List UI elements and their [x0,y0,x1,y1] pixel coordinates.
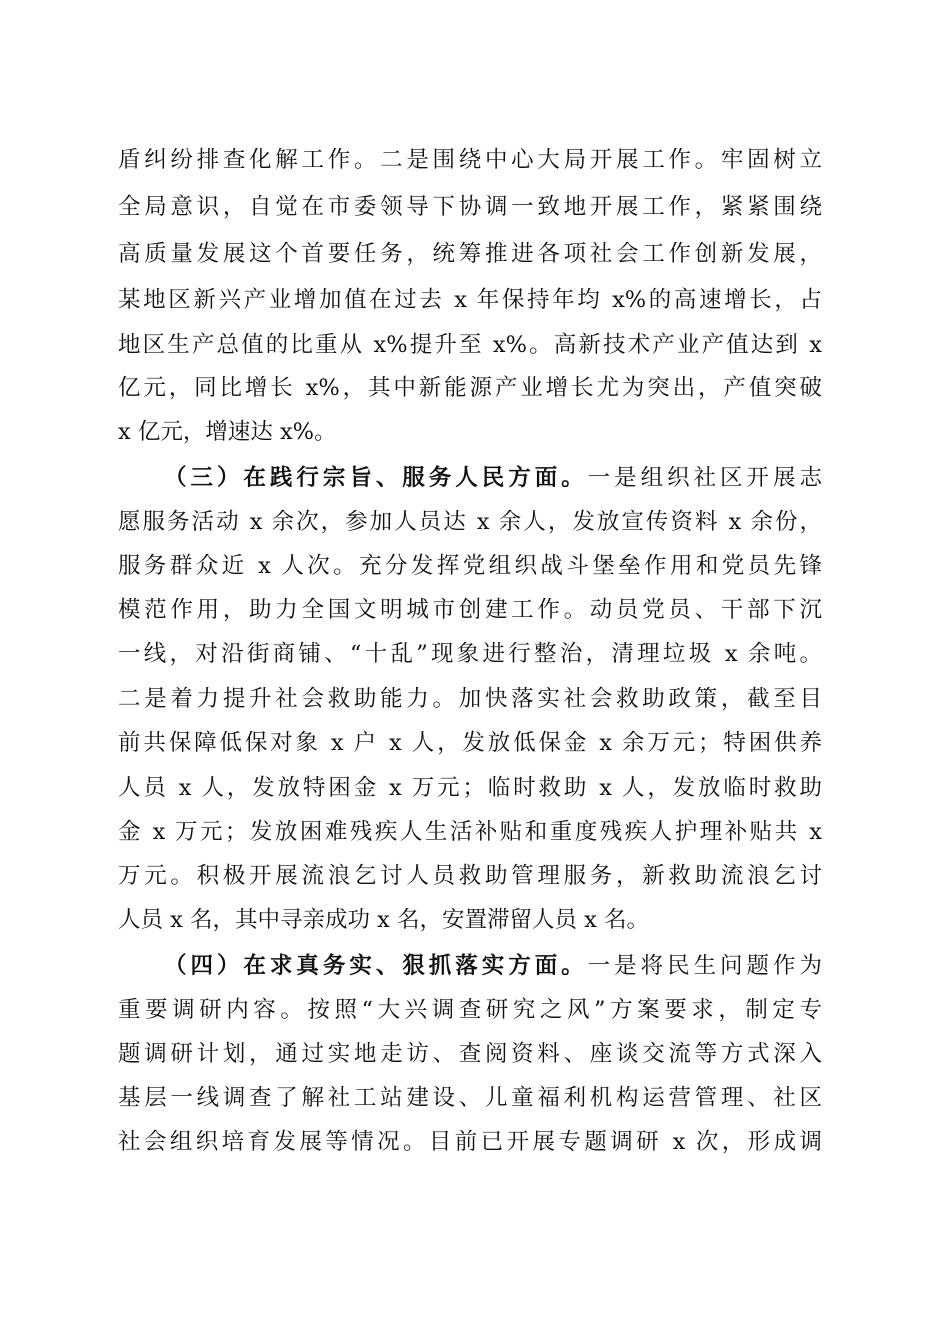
section-heading: （三）在践行宗旨、服务人民方面。 [164,465,588,491]
text-line: 亿元，同比增长 x%，其中新能源产业增长尤为突出，产值突破 [118,375,822,401]
text-line: 二是着力提升社会救助能力。加快落实社会救助政策，截至目 [118,686,822,712]
text-line: 重要调研内容。按照“大兴调查研究之风”方案要求，制定专 [118,997,822,1023]
text-line: 高质量发展这个首要任务，统筹推进各项社会工作创新发展， [118,241,822,267]
text-span: 一是组织社区开展志 [587,465,822,491]
section-3-first-line [164,463,822,493]
text-line: x 亿元，增速达 x%。 [118,419,337,445]
section-4-first-line [164,951,822,981]
text-line: 全局意识，自觉在市委领导下协调一致地开展工作，紧紧围绕 [118,194,822,220]
text-line: 金 x 万元；发放困难残疾人生活补贴和重度残疾人护理补贴共 x [118,819,822,845]
text-line: 万元。积极开展流浪乞讨人员救助管理服务，新救助流浪乞讨 [118,863,822,889]
text-line: 一线，对沿街商铺、“十乱”现象进行整治，清理垃圾 x 余吨。 [118,641,822,667]
text-line: 愿服务活动 x 余次，参加人员达 x 余人，发放宣传资料 x 余份， [118,509,822,535]
text-line: 人员 x 人，发放特困金 x 万元；临时救助 x 人，发放临时救助 [118,775,822,801]
text-span: 一是将民生问题作为 [587,953,822,979]
text-line: 社会组织培育发展等情况。目前已开展专题调研 x 次，形成调 [118,1129,822,1155]
section-heading: （四）在求真务实、狠抓落实方面。 [164,953,588,979]
text-line: 模范作用，助力全国文明城市创建工作。动员党员、干部下沉 [118,597,822,623]
text-line: 某地区新兴产业增加值在过去 x 年保持年均 x%的高速增长，占 [118,287,822,313]
text-line: 题调研计划，通过实地走访、查阅资料、座谈交流等方式深入 [118,1041,822,1067]
text-line: 盾纠纷排查化解工作。二是围绕中心大局开展工作。牢固树立 [118,147,822,173]
text-line: 前共保障低保对象 x 户 x 人，发放低保金 x 余万元；特困供养 [118,730,822,756]
text-line: 服务群众近 x 人次。充分发挥党组织战斗堡垒作用和党员先锋 [118,553,822,579]
text-line: 地区生产总值的比重从 x%提升至 x%。高新技术产业产值达到 x [118,332,822,358]
text-line: 基层一线调查了解社工站建设、儿童福利机构运营管理、社区 [118,1085,822,1111]
text-line: 人员 x 名，其中寻亲成功 x 名，安置滞留人员 x 名。 [118,907,649,933]
